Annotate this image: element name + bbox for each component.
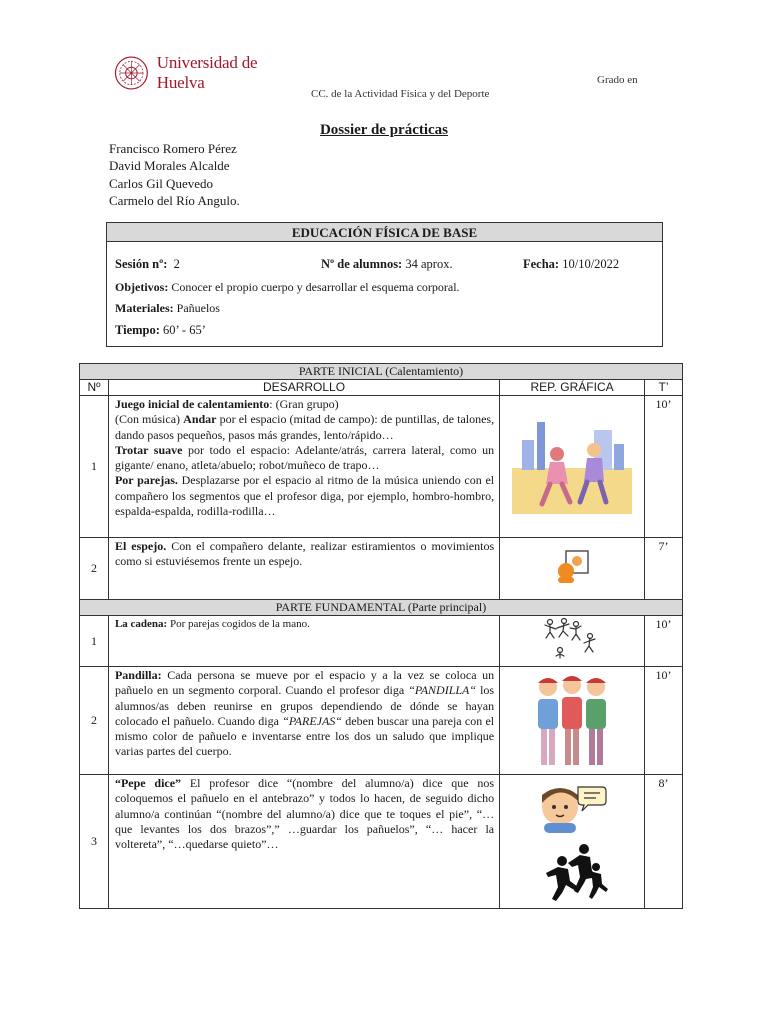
students-count — [321, 257, 453, 272]
column-header-graphic: REP. GRÁFICA — [500, 380, 645, 396]
date-label: Fecha: — [523, 257, 560, 271]
activity-keyword: Trotar suave — [114, 442, 183, 457]
three-friends-illustration-icon — [532, 669, 612, 769]
section-title-initial: PARTE INICIAL (Calentamiento) — [80, 364, 683, 380]
activity-text: Por parejas cogidos de la mano. — [167, 618, 310, 630]
activity-time: 8’ — [645, 775, 683, 909]
activity-name: La cadena: — [114, 618, 168, 630]
session-time — [115, 323, 206, 338]
table-row — [80, 667, 683, 775]
table-row — [80, 538, 683, 600]
graphic-cell — [500, 616, 645, 667]
column-header-number: Nº — [80, 380, 109, 396]
jogging-pair-illustration-icon — [512, 410, 632, 520]
activity-text: (Con música) — [114, 412, 184, 427]
column-header-development: DESARROLLO — [108, 380, 499, 396]
table-row — [80, 616, 683, 667]
author-name: Francisco Romero Pérez — [109, 141, 237, 156]
column-header-time: T’ — [645, 380, 683, 396]
activity-name: Pandilla: — [114, 668, 162, 682]
activities-table — [79, 363, 683, 909]
authors-list — [109, 140, 240, 209]
activity-text: deben buscar una pareja con el mismo color de pañuelo e inventarse entre los dos un saludo que implique varias partes del cuerpo. — [114, 713, 495, 759]
table-row — [80, 775, 683, 909]
graphic-cell — [500, 538, 645, 600]
mirror-reflection-icon — [552, 549, 592, 585]
session-date — [523, 257, 619, 272]
activity-description — [108, 775, 499, 909]
stick-figures-icon — [542, 616, 602, 662]
row-number: 3 — [80, 775, 109, 909]
activity-keyword: Por parejas. — [114, 473, 178, 488]
activity-name: “Pepe dice” — [114, 776, 182, 790]
row-number: 1 — [80, 616, 109, 667]
time-label: Tiempo: — [115, 323, 160, 337]
activity-keyword: “PANDILLA“ — [408, 683, 477, 698]
activity-text: Desplazarse por el espacio al ritmo de la música uniendo con el compañero los segmentos que el profesor diga, por ejemplo, hombro-hombro, espalda-espalda, rodilla-rodilla… — [114, 473, 495, 519]
activity-text: El profesor dice “(nombre del alumno/a) dice que nos coloquemos el pañuelo en el antebrazo” y todos lo hacen, de seguido dicho alumno/a continúan “(nombre del alumno/a) dice que te toques el pie”, “… que levantes los dos brazos”,” …guardar los pañuelos”, “… hacer la voltereta”, “…quedarse quieto”… — [114, 776, 495, 852]
degree-prefix: Grado en — [597, 74, 638, 86]
students-value: 34 aprox. — [405, 257, 453, 271]
materials-value: Pañuelos — [176, 301, 220, 315]
activity-text: los alumnos/as deben reunirse en grupos dependiendo de dónde se hayan colocado el pañuelo. Cuando diga — [114, 683, 495, 728]
section-title-fundamental: PARTE FUNDAMENTAL (Parte principal) — [80, 600, 683, 616]
row-number: 1 — [80, 396, 109, 538]
activity-text: Cada persona se mueve por el espacio y a la vez se coloca un pañuelo en un segmento corporal. Cuando el profesor diga — [114, 668, 495, 698]
activity-description — [108, 667, 499, 775]
author-name: Carlos Gil Quevedo — [109, 175, 213, 191]
session-info-box — [106, 222, 663, 347]
activity-keyword: Andar — [183, 412, 217, 427]
author-name: Carmelo del Río Angulo. — [109, 192, 240, 208]
activity-text: Con el compañero delante, realizar estiramientos o movimientos como si estuviésemos frente un espejo. — [114, 539, 495, 569]
author-name: David Morales Alcalde — [109, 158, 230, 174]
activity-description — [108, 538, 499, 600]
speaking-person-runners-icon — [532, 779, 612, 903]
activity-text: : (Gran grupo) — [269, 397, 339, 411]
row-number: 2 — [80, 667, 109, 775]
university-name: Universidad de Huelva — [156, 53, 258, 92]
students-label: Nº de alumnos: — [321, 257, 403, 271]
session-materials — [115, 301, 220, 316]
activity-time: 7’ — [645, 538, 683, 600]
objectives-value: Conocer el propio cuerpo y desarrollar el esquema corporal. — [171, 280, 460, 294]
activity-text: por todo el espacio: Adelante/atrás, carrera lateral, como un gigante/ enano, atleta/abuelo; robot/muñeco de trapo… — [114, 442, 495, 473]
activity-time: 10’ — [645, 396, 683, 538]
column-headers — [80, 380, 683, 396]
degree-name: CC. de la Actividad Física y del Deporte — [311, 88, 490, 100]
activity-time: 10’ — [645, 667, 683, 775]
university-logo — [114, 55, 304, 91]
graphic-cell — [500, 396, 645, 538]
time-value: 60’ - 65’ — [163, 323, 206, 337]
activity-text: por el espacio (mitad de campo): de puntillas, de talones, dando pasos pequeños, pasos más grandes, lento/rápido… — [114, 412, 495, 442]
materials-label: Materiales: — [115, 301, 174, 315]
activity-name: El espejo. — [114, 539, 167, 553]
activity-name: Juego inicial de calentamiento — [114, 397, 270, 411]
university-seal-icon — [114, 55, 149, 91]
activity-keyword: “PAREJAS“ — [282, 713, 342, 728]
activity-time: 10’ — [645, 616, 683, 667]
session-number-label: Sesión nº: — [115, 257, 168, 271]
date-value: 10/10/2022 — [562, 257, 620, 271]
graphic-cell — [500, 667, 645, 775]
objectives-label: Objetivos: — [115, 280, 169, 294]
session-objectives — [115, 280, 460, 295]
session-number-value: 2 — [173, 257, 180, 271]
section-header-initial — [80, 364, 683, 380]
row-number: 2 — [80, 538, 109, 600]
activity-description — [108, 396, 499, 538]
session-number — [115, 257, 180, 272]
page-title: Dossier de prácticas — [319, 122, 449, 138]
section-header-fundamental — [80, 600, 683, 616]
graphic-cell — [500, 775, 645, 909]
session-heading: EDUCACIÓN FÍSICA DE BASE — [107, 223, 662, 242]
activity-description — [108, 616, 499, 667]
table-row — [80, 396, 683, 538]
